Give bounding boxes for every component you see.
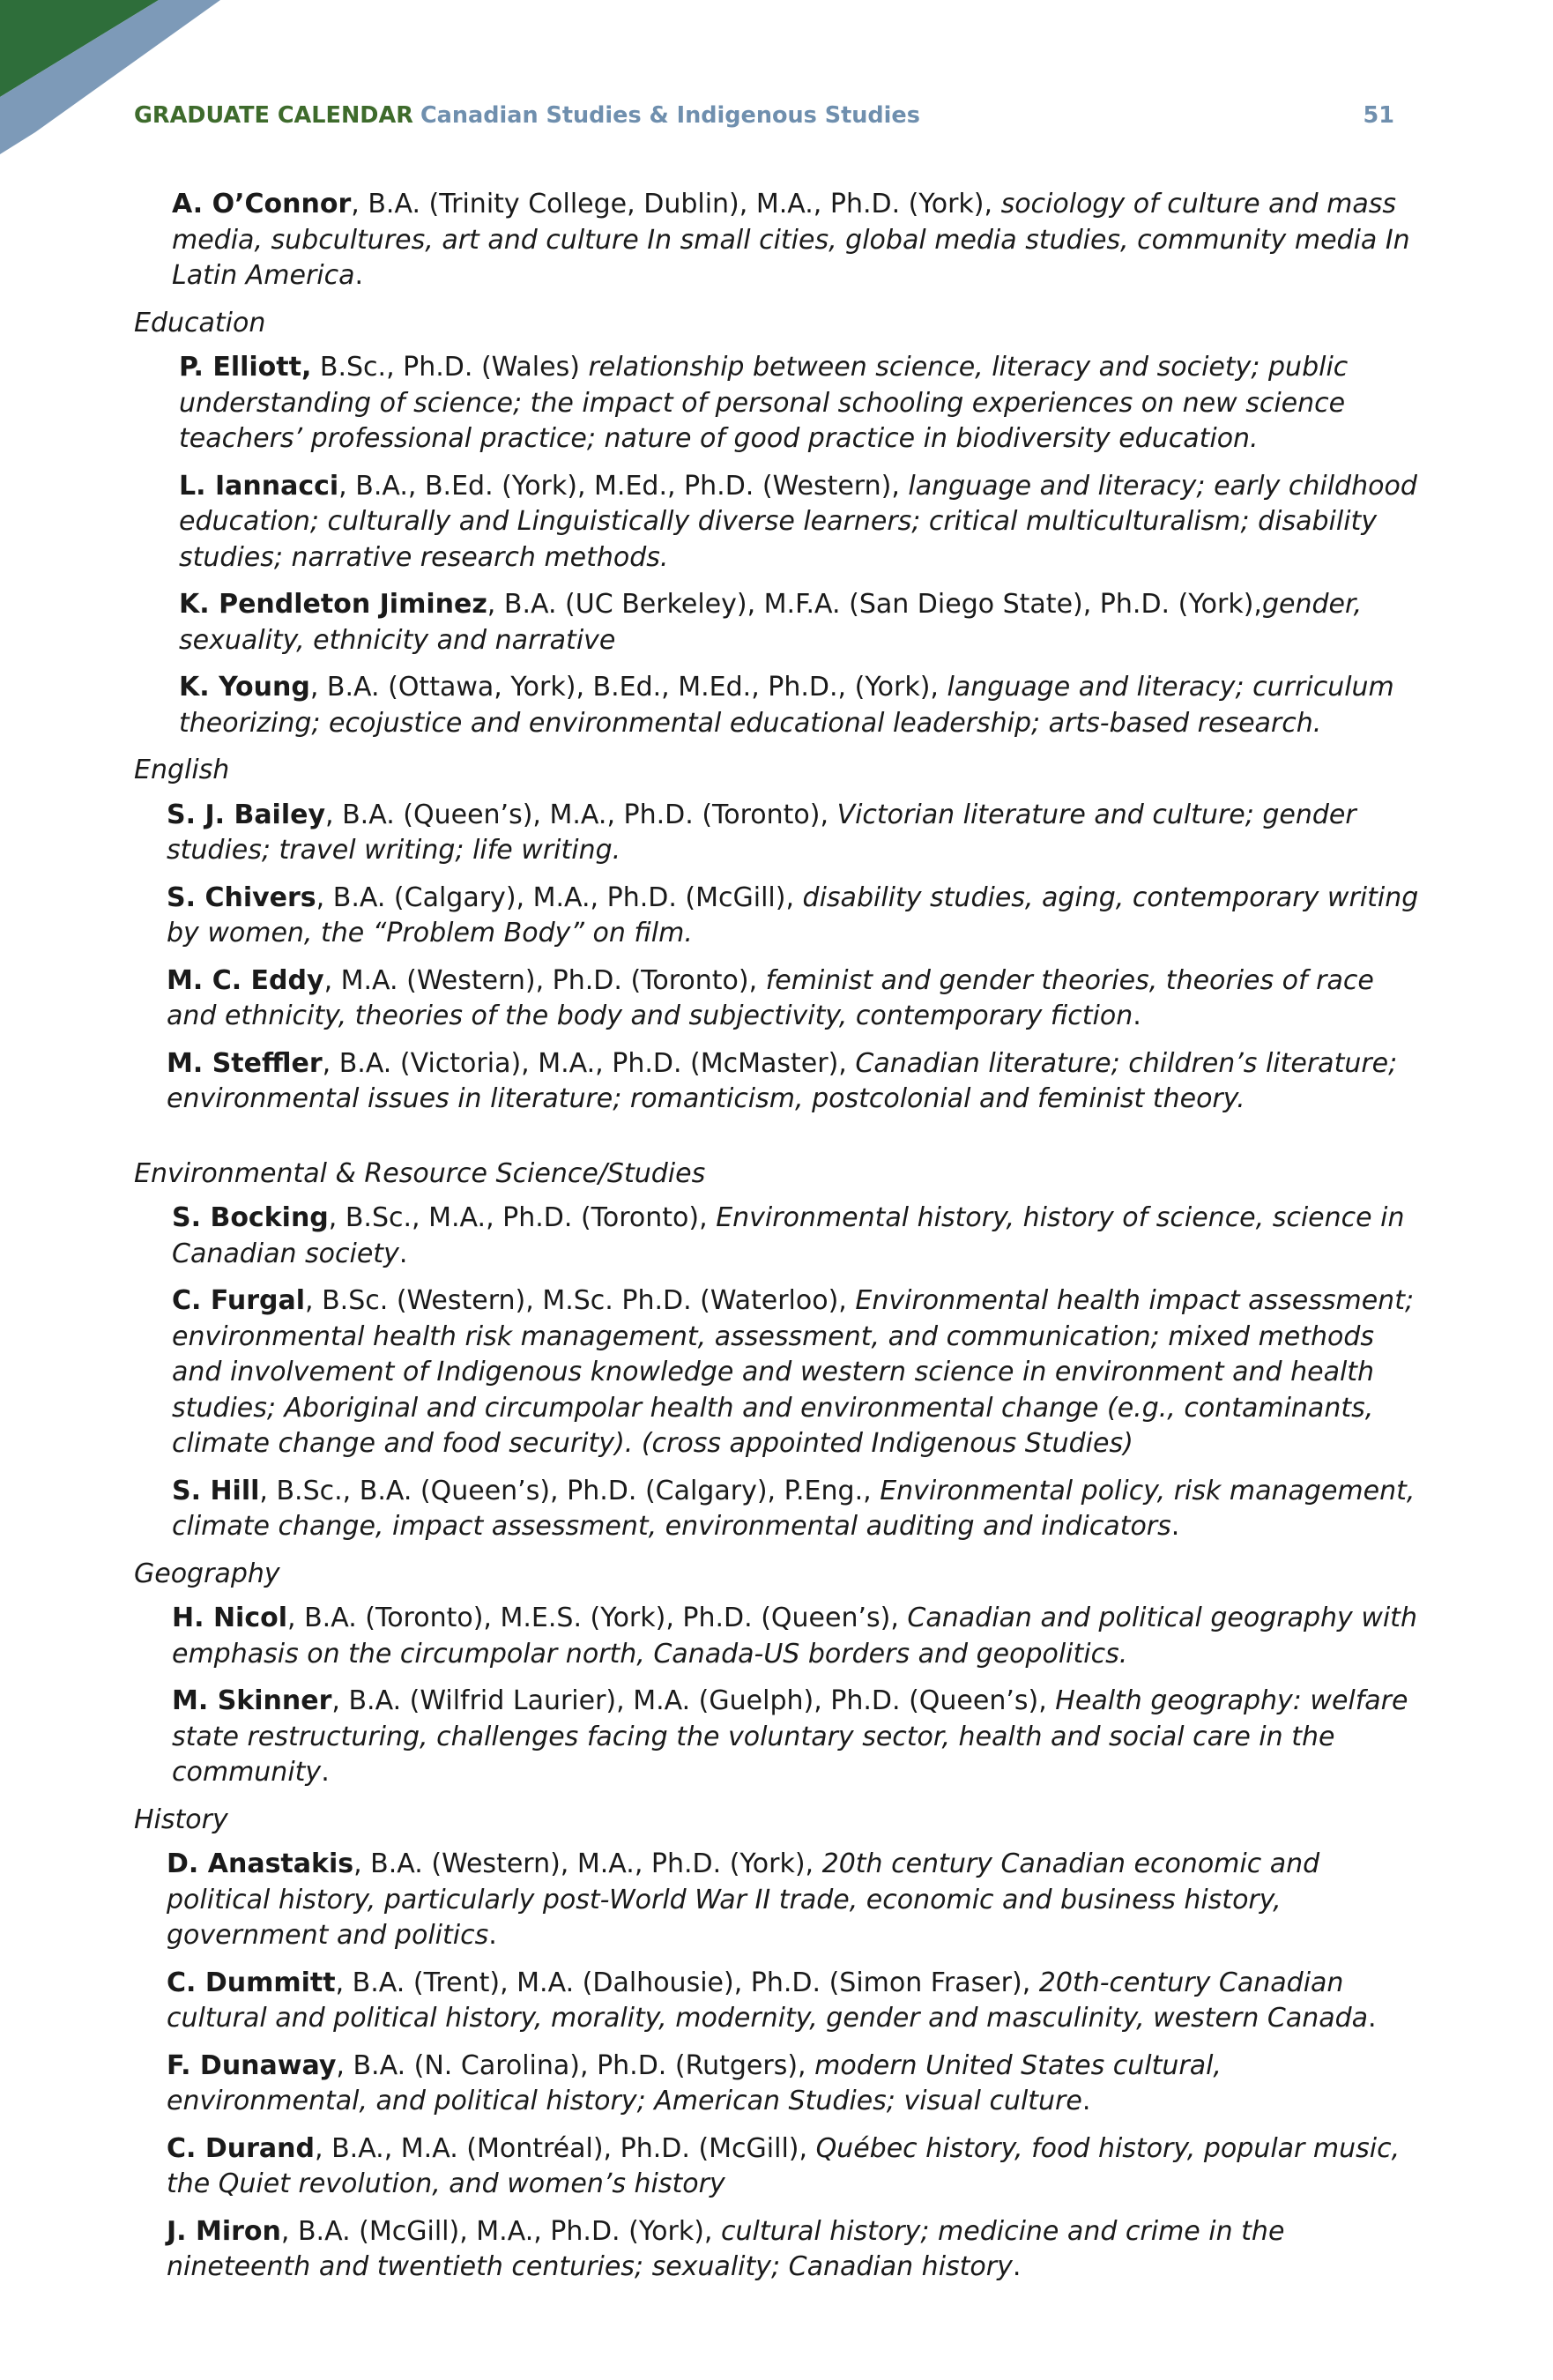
header-label: GRADUATE CALENDAR [134, 102, 413, 129]
faculty-credentials: , B.A. (Queen’s), M.A., Ph.D. (Toronto), [325, 799, 837, 830]
faculty-credentials: , B.A. (Ottawa, York), B.Ed., M.Ed., Ph.D., (York), [309, 672, 947, 703]
faculty-research: feminist and gender theories, theories of race and ethnicity, theories of the body and subjectivity, contemporary fiction [167, 964, 1374, 1031]
faculty-name: F. Dunaway [167, 2049, 337, 2081]
entry-end: . [1081, 2086, 1091, 2116]
department-heading-education: Education [134, 307, 266, 338]
faculty-credentials: , B.Sc., M.A., Ph.D. (Toronto), [328, 1202, 717, 1233]
faculty-research: 20th century Canadian economic and political history, particularly post-World War II trade, economic and business history, government and politics [167, 1848, 1320, 1951]
entry-end: . [354, 260, 364, 291]
faculty-name: K. Pendleton Jiminez [179, 589, 487, 620]
faculty-entry [167, 2214, 1421, 2286]
faculty-entry [167, 1966, 1421, 2037]
faculty-credentials: , B.A. (Trinity College, Dublin), M.A., Ph.D. (York), [351, 189, 1001, 219]
faculty-name: S. J. Bailey [167, 799, 326, 830]
faculty-credentials: , B.A., M.A. (Montréal), Ph.D. (McGill), [315, 2132, 816, 2164]
faculty-entry [167, 2131, 1421, 2203]
faculty-entry [167, 881, 1421, 952]
faculty-research: modern United States cultural, environmental, and political history; American Studies; visual culture [167, 2049, 1222, 2116]
faculty-name: M. C. Eddy [167, 964, 324, 996]
faculty-entry [172, 1283, 1421, 1462]
faculty-credentials: , B.A. (McGill), M.A., Ph.D. (York), [280, 2215, 721, 2247]
faculty-research: language and literacy; curriculum theorizing; ecojustice and environmental educational leadership; arts-based research. [179, 672, 1394, 739]
faculty-entry [167, 963, 1421, 1035]
faculty-research: Québec history, food history, popular music, the Quiet revolution, and women’s history [167, 2132, 1401, 2199]
faculty-entry [172, 187, 1421, 294]
faculty-entry [172, 1684, 1421, 1791]
faculty-name: S. Hill [172, 1475, 260, 1506]
faculty-research: Canadian literature; children’s literature; environmental issues in literature; romanticism, postcolonial and feminist theory. [167, 1047, 1398, 1114]
entry-end: . [1012, 2251, 1022, 2282]
department-heading-geography: Geography [134, 1558, 280, 1589]
faculty-entry [167, 1847, 1421, 1954]
page-number: 51 [1363, 102, 1394, 129]
faculty-research: Environmental history, history of science, science in Canadian society [172, 1202, 1405, 1269]
faculty-name: M. Skinner [172, 1685, 332, 1716]
department-heading-history: History [134, 1804, 228, 1835]
faculty-research: gender, sexuality, ethnicity and narrative [179, 589, 1363, 656]
faculty-credentials: , B.A. (Western), M.A., Ph.D. (York), [353, 1848, 822, 1879]
faculty-research: Victorian literature and culture; gender studies; travel writing; life writing. [167, 799, 1356, 866]
faculty-name: K. Young [179, 672, 310, 703]
faculty-name: C. Durand [167, 2132, 315, 2164]
entry-end: . [488, 1920, 497, 1951]
faculty-credentials: , B.Sc. (Western), M.Sc. Ph.D. (Waterloo), [305, 1285, 856, 1316]
faculty-name: A. O’Connor [172, 189, 352, 219]
faculty-research: disability studies, aging, contemporary writing by women, the “Problem Body” on film. [167, 881, 1419, 948]
faculty-name: P. Elliott, [179, 352, 312, 383]
faculty-entry [172, 1474, 1421, 1545]
faculty-name: D. Anastakis [167, 1848, 354, 1879]
header-section: Canadian Studies & Indigenous Studies [420, 102, 920, 129]
faculty-name: C. Dummitt [167, 1967, 336, 1998]
faculty-credentials: B.Sc., Ph.D. (Wales) [311, 352, 589, 383]
faculty-name: C. Furgal [172, 1285, 306, 1316]
faculty-credentials: , B.A., B.Ed. (York), M.Ed., Ph.D. (Western), [338, 470, 909, 502]
running-header [134, 100, 1394, 130]
entry-end: . [321, 1757, 330, 1788]
entry-end: . [398, 1238, 408, 1269]
faculty-research: Environmental health impact assessment; environmental health risk management, assessment, and communication; mixed methods and involvement of Indigenous knowledge and western science in environment and health studies; Aboriginal and circumpolar health and environmental change (e.g., contaminants, climate change and food security). (cross appointed Indigenous Studies) [172, 1285, 1415, 1459]
faculty-entry [179, 469, 1421, 576]
department-heading-english: English [134, 755, 230, 785]
faculty-credentials: , B.A. (Wilfrid Laurier), M.A. (Guelph), Ph.D. (Queen’s), [331, 1685, 1056, 1716]
faculty-credentials: , B.A. (Victoria), M.A., Ph.D. (McMaster), [322, 1047, 856, 1079]
corner-decoration [0, 0, 264, 167]
faculty-name: S. Bocking [172, 1202, 329, 1233]
faculty-research: Health geography: welfare state restructuring, challenges facing the voluntary sector, health and social care in the community [172, 1685, 1408, 1788]
entry-end: . [1170, 1511, 1180, 1542]
entry-end: . [1133, 1000, 1141, 1031]
faculty-research: cultural history; medicine and crime in the nineteenth and twentieth centuries; sexuality; Canadian history [167, 2215, 1285, 2282]
faculty-entry [179, 350, 1421, 457]
faculty-research: language and literacy; early childhood education; culturally and Linguistically diverse learners; critical multiculturalism; disability studies; narrative research methods. [179, 470, 1417, 573]
faculty-entry [167, 798, 1421, 869]
faculty-credentials: , B.A. (Calgary), M.A., Ph.D. (McGill), [316, 881, 803, 913]
faculty-entry [179, 670, 1421, 741]
faculty-listing [134, 187, 1421, 2297]
faculty-credentials: , B.Sc., B.A. (Queen’s), Ph.D. (Calgary), P.Eng., [259, 1475, 881, 1506]
faculty-credentials: , B.A. (N. Carolina), Ph.D. (Rutgers), [336, 2049, 815, 2081]
faculty-name: H. Nicol [172, 1603, 288, 1633]
faculty-name: S. Chivers [167, 881, 316, 913]
faculty-research: Canadian and political geography with emphasis on the circumpolar north, Canada-US borders and geopolitics. [172, 1603, 1417, 1670]
faculty-research: Environmental policy, risk management, climate change, impact assessment, environmental auditing and indicators [172, 1475, 1416, 1542]
faculty-name: M. Steffler [167, 1047, 323, 1079]
entry-end: . [1368, 2003, 1377, 2034]
faculty-entry [167, 1046, 1421, 1118]
faculty-entry [167, 2049, 1421, 2120]
faculty-name: L. Iannacci [179, 470, 339, 502]
faculty-entry [172, 1601, 1421, 1672]
faculty-name: J. Miron [167, 2215, 281, 2247]
faculty-entry [172, 1201, 1421, 1272]
faculty-research: relationship between science, literacy and society; public understanding of science; the impact of personal schooling experiences on new science teachers’ professional practice; nature of good practice in biodiversity education. [179, 352, 1349, 454]
faculty-credentials: , B.A. (Trent), M.A. (Dalhousie), Ph.D. (Simon Fraser), [335, 1967, 1039, 1998]
faculty-research: 20th-century Canadian cultural and political history, morality, modernity, gender and masculinity, western Canada [167, 1967, 1369, 2034]
department-heading-environmental: Environmental & Resource Science/Studies [134, 1157, 706, 1189]
faculty-entry [179, 587, 1421, 658]
faculty-research: sociology of culture and mass media, subcultures, art and culture In small cities, global media studies, community media In Latin America [172, 189, 1410, 291]
faculty-credentials: , B.A. (UC Berkeley), M.F.A. (San Diego State), Ph.D. (York), [487, 589, 1262, 620]
faculty-credentials: , M.A. (Western), Ph.D. (Toronto), [323, 964, 766, 996]
faculty-credentials: , B.A. (Toronto), M.E.S. (York), Ph.D. (Queen’s), [287, 1603, 908, 1633]
